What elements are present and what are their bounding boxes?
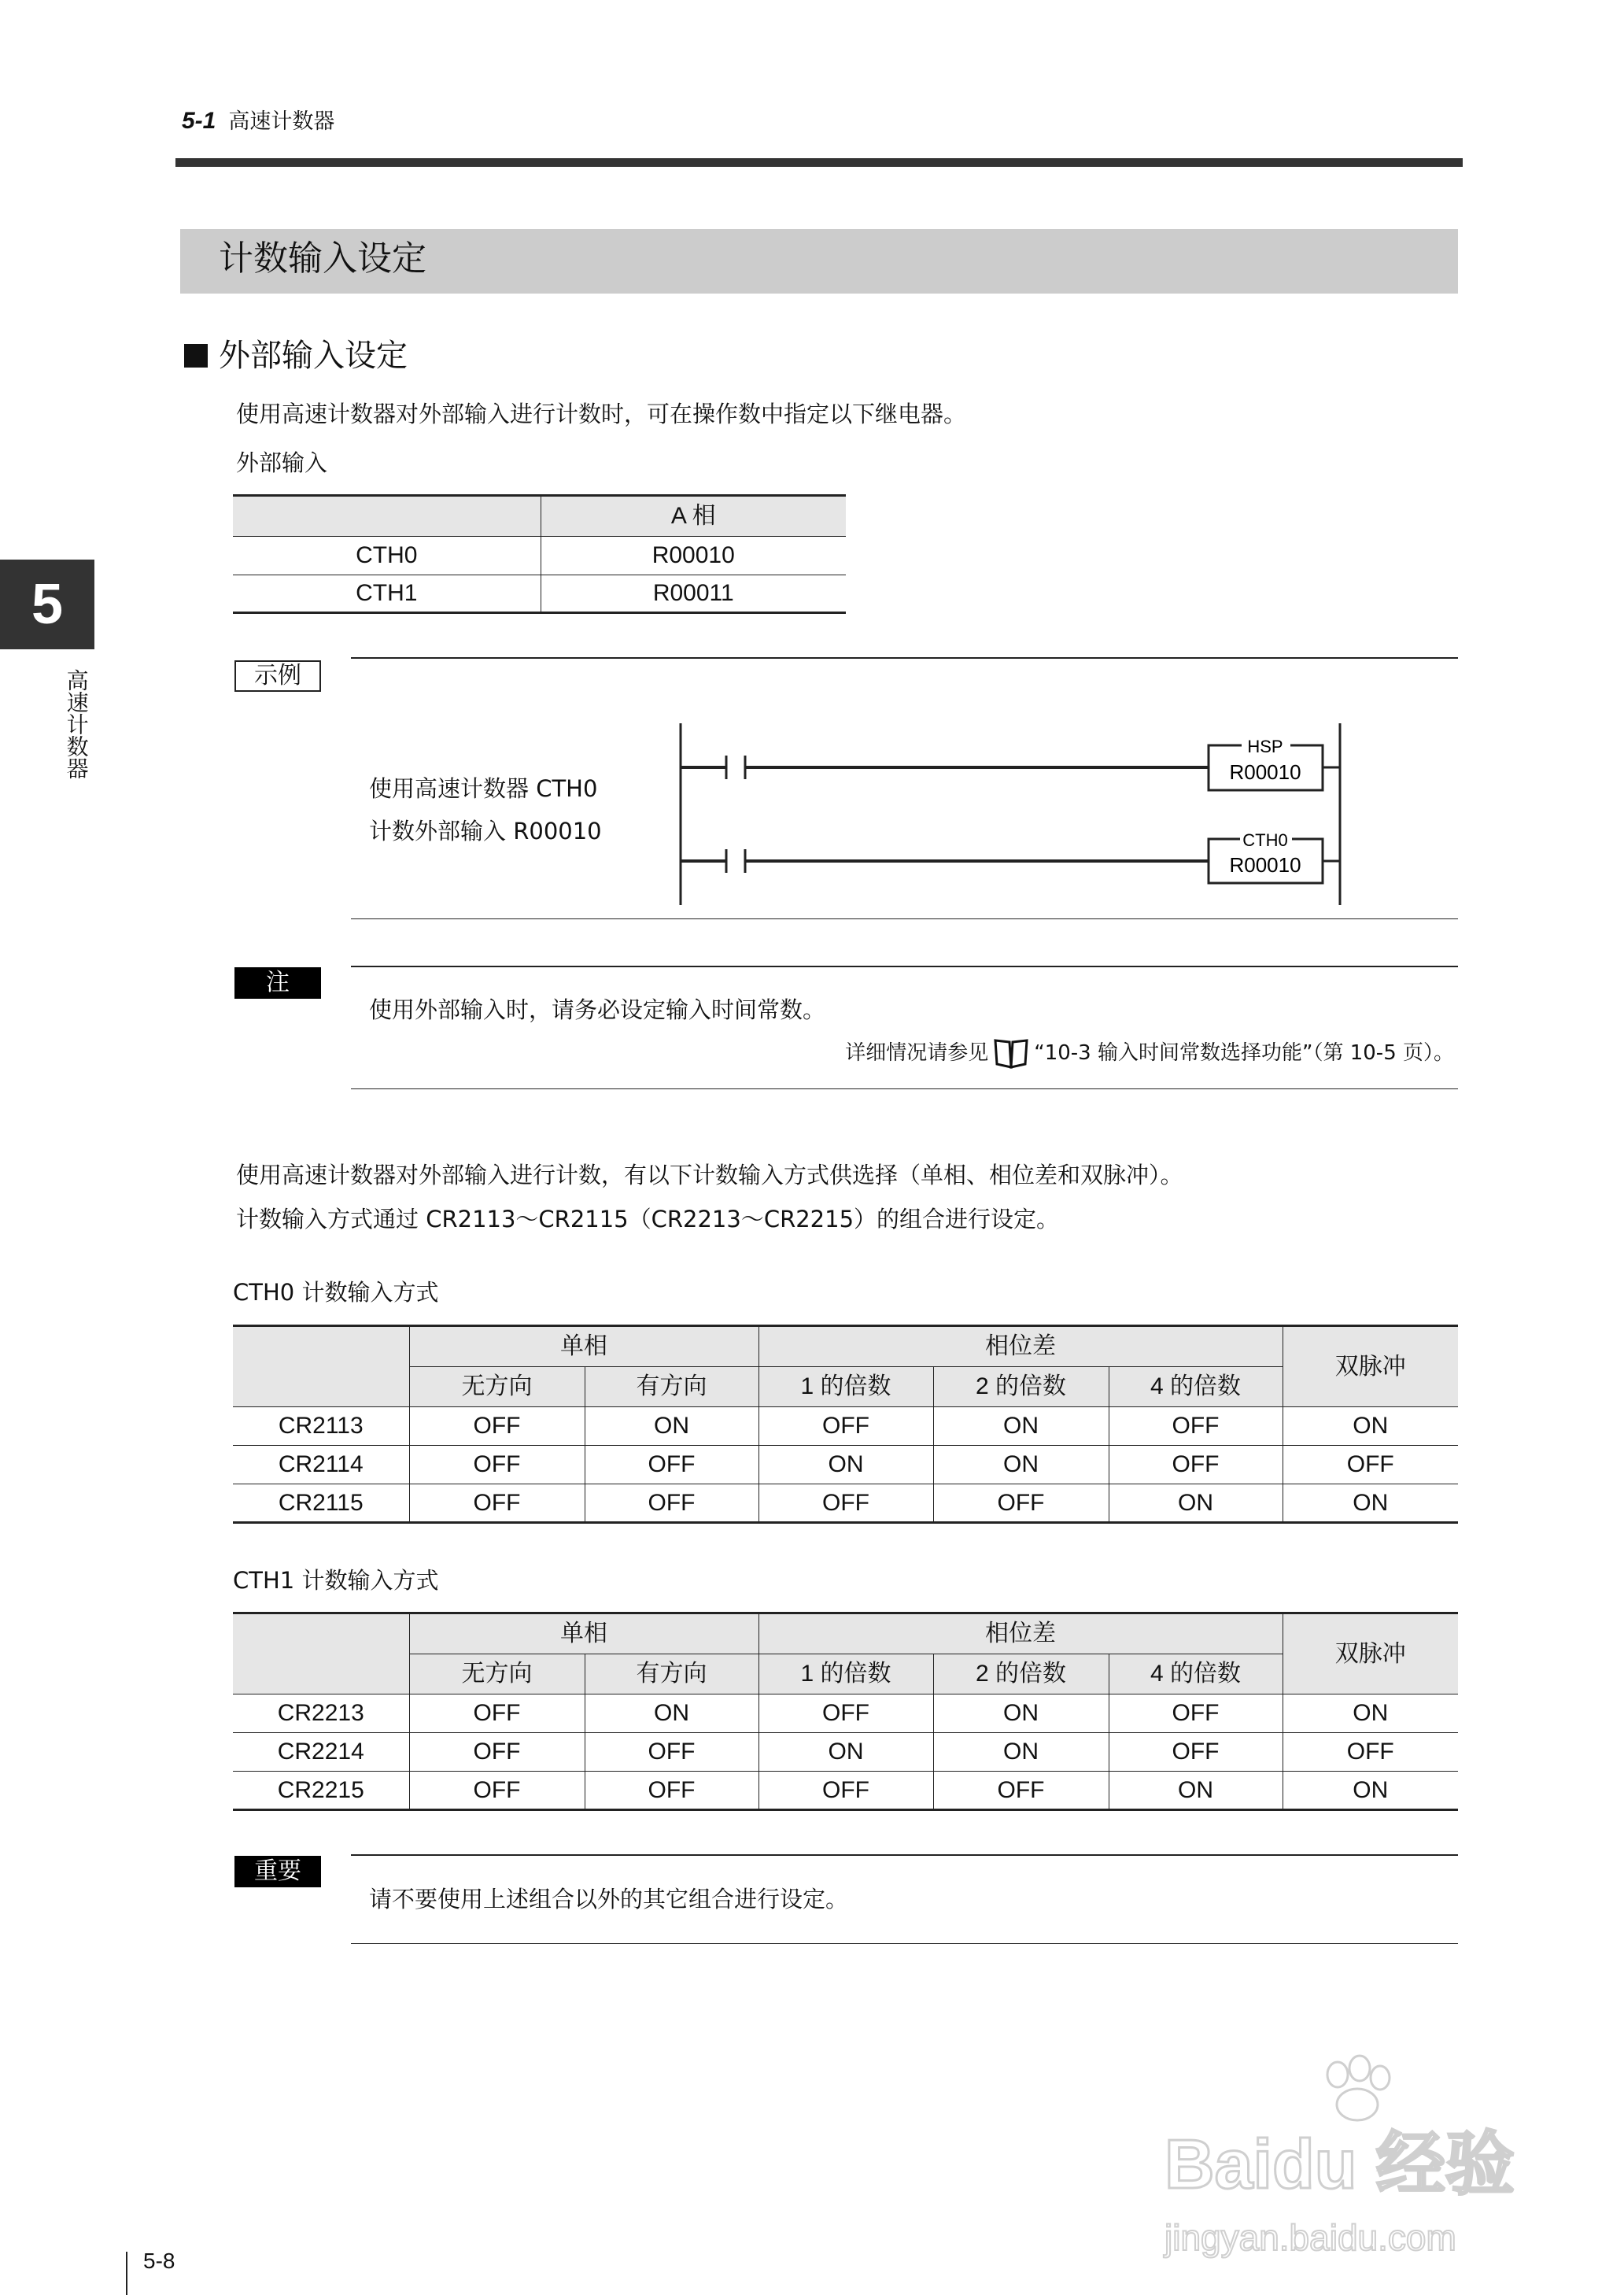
para-line-1: 使用高速计数器对外部输入进行计数，有以下计数输入方式供选择（单相、相位差和双脉冲）。 <box>236 1162 1183 1188</box>
important-text: 请不要使用上述组合以外的其它组合进行设定。 <box>369 1886 849 1913</box>
ext-input-table <box>233 494 846 614</box>
intro-text: 使用高速计数器对外部输入进行计数时，可在操作数中指定以下继电器。 <box>236 401 967 427</box>
table-row: CR2214 OFF OFF ON ON OFF OFF <box>233 1733 1458 1772</box>
note-label: 注 <box>234 967 321 999</box>
important-label: 重要 <box>234 1856 321 1887</box>
footer-rule <box>126 2252 127 2295</box>
sub-header-row: 无方向 有方向 1 的倍数 2 的倍数 4 的倍数 <box>233 1654 1458 1694</box>
header-rule <box>175 158 1463 167</box>
table-row: CR2213 OFF ON OFF ON OFF ON <box>233 1694 1458 1733</box>
mode-table-caption: CTH1 计数输入方式 <box>233 1567 439 1594</box>
page-number: 5-8 <box>143 2249 175 2273</box>
rung1-operand: R00010 <box>1229 760 1301 784</box>
rung2-instr: CTH0 <box>1242 830 1288 850</box>
subsection-title: 外部输入设定 <box>219 338 408 374</box>
table-row: CR2114 OFF OFF ON ON OFF OFF <box>233 1446 1458 1484</box>
page-title: 计数输入设定 <box>219 238 426 279</box>
divider <box>351 1854 1458 1856</box>
section-title: 高速计数器 <box>228 109 335 134</box>
table-header-row: A 相 <box>233 496 846 537</box>
group-header-row: 单相 相位差 双脉冲 <box>233 1613 1458 1654</box>
example-label: 示例 <box>234 660 321 692</box>
subsection-heading <box>184 337 408 375</box>
chapter-tab-label: 高速计数器 <box>63 669 90 779</box>
table-row: CR2115 OFF OFF OFF OFF ON ON <box>233 1484 1458 1523</box>
rung1-instr: HSP <box>1247 737 1283 756</box>
reference-link[interactable]: “10-3 输入时间常数选择功能”（第 10-5 页）。 <box>1034 1041 1454 1065</box>
example-desc-1: 使用高速计数器 CTH0 <box>369 775 598 802</box>
note-text: 使用外部输入时，请务必设定输入时间常数。 <box>369 996 826 1023</box>
divider <box>351 1088 1458 1089</box>
divider <box>351 966 1458 967</box>
table-row: CR2215 OFF OFF OFF OFF ON ON <box>233 1772 1458 1810</box>
book-icon <box>993 1037 1029 1069</box>
chapter-tab: 5 <box>0 560 94 649</box>
watermark-line-2: jingyan.baidu.com <box>1164 2217 1456 2258</box>
note-reference: 详细情况请参见 “10-3 输入时间常数选择功能”（第 10-5 页）。 <box>845 1037 1454 1069</box>
table-row: CTH1 R00011 <box>233 575 846 613</box>
paw-icon <box>1314 2054 1401 2123</box>
ladder-diagram <box>669 716 1361 913</box>
sub-header-row: 无方向 有方向 1 的倍数 2 的倍数 4 的倍数 <box>233 1367 1458 1407</box>
group-header-row: 单相 相位差 双脉冲 <box>233 1326 1458 1367</box>
page-header <box>182 107 334 135</box>
ext-input-caption: 外部输入 <box>236 449 328 476</box>
example-desc-2: 计数外部输入 R00010 <box>369 818 602 844</box>
table-row: CTH0 R00010 <box>233 537 846 575</box>
mode-table-caption: CTH0 计数输入方式 <box>233 1279 439 1306</box>
mode-table <box>233 1612 1458 1811</box>
table-row: CR2113 OFF ON OFF ON OFF ON <box>233 1407 1458 1446</box>
divider <box>351 1943 1458 1944</box>
watermark-line-1: Baidu 经验 <box>1164 2125 1515 2203</box>
mode-table <box>233 1325 1458 1524</box>
para-line-2: 计数输入方式通过 CR2113～CR2115（CR2213～CR2215）的组合进行设定。 <box>236 1206 1060 1232</box>
section-number: 5-1 <box>182 108 216 134</box>
watermark <box>1164 2054 1558 2282</box>
divider <box>351 918 1458 919</box>
divider <box>351 657 1458 659</box>
square-bullet-icon <box>184 344 208 368</box>
rung2-operand: R00010 <box>1229 853 1301 877</box>
